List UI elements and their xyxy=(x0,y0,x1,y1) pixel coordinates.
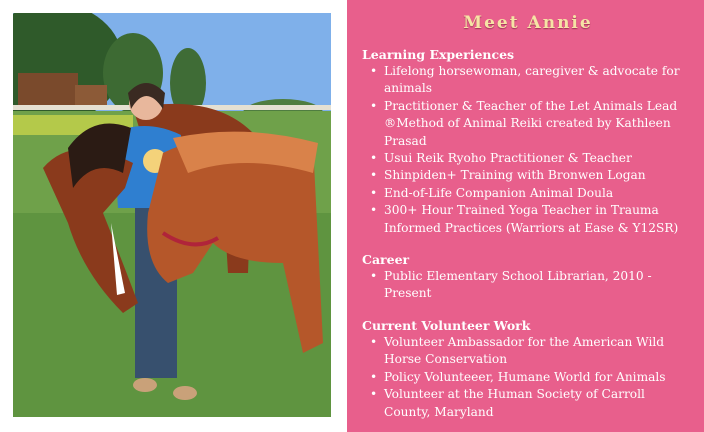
volunteer-list xyxy=(362,334,694,421)
photo-woman-with-horses xyxy=(13,13,331,417)
barn xyxy=(75,85,107,107)
boot xyxy=(133,378,157,392)
info-panel xyxy=(347,0,704,432)
section-heading: Learning Experiences xyxy=(362,47,515,62)
list-item: • Volunteer Ambassador for the American Wild Horse Conservation xyxy=(362,334,694,369)
section-learning xyxy=(362,46,694,237)
list-item: • Practitioner & Teacher of the Let Animals Lead ®Method of Animal Reiki created by Kathleen Prasad xyxy=(362,98,694,150)
panel-title: Meet Annie xyxy=(463,13,593,33)
list-item: • End-of-Life Companion Animal Doula xyxy=(362,185,694,202)
list-item: • Shinpiden+ Training with Bronwen Logan xyxy=(362,167,694,184)
list-item: • Policy Volunteeer, Humane World for Animals xyxy=(362,369,694,386)
list-item: • Volunteer at the Human Society of Carroll County, Maryland xyxy=(362,386,694,421)
section-heading: Career xyxy=(362,252,410,268)
section-volunteer xyxy=(362,317,694,421)
career-list xyxy=(362,268,694,303)
photo-illustration xyxy=(13,13,331,417)
boot xyxy=(173,386,197,400)
list-item: • 300+ Hour Trained Yoga Teacher in Trauma Informed Practices (Warriors at Ease & Y12SR) xyxy=(362,202,694,237)
list-item: • Usui Reik Ryoho Practitioner & Teacher xyxy=(362,150,694,167)
section-heading: Current Volunteer Work xyxy=(362,317,531,333)
section-career xyxy=(362,251,694,303)
list-item: • Lifelong horsewoman, caregiver & advocate for animals xyxy=(362,63,694,98)
learning-list xyxy=(362,63,694,237)
barn xyxy=(18,73,78,108)
list-item: • Public Elementary School Librarian, 2010 - Present xyxy=(362,268,694,303)
